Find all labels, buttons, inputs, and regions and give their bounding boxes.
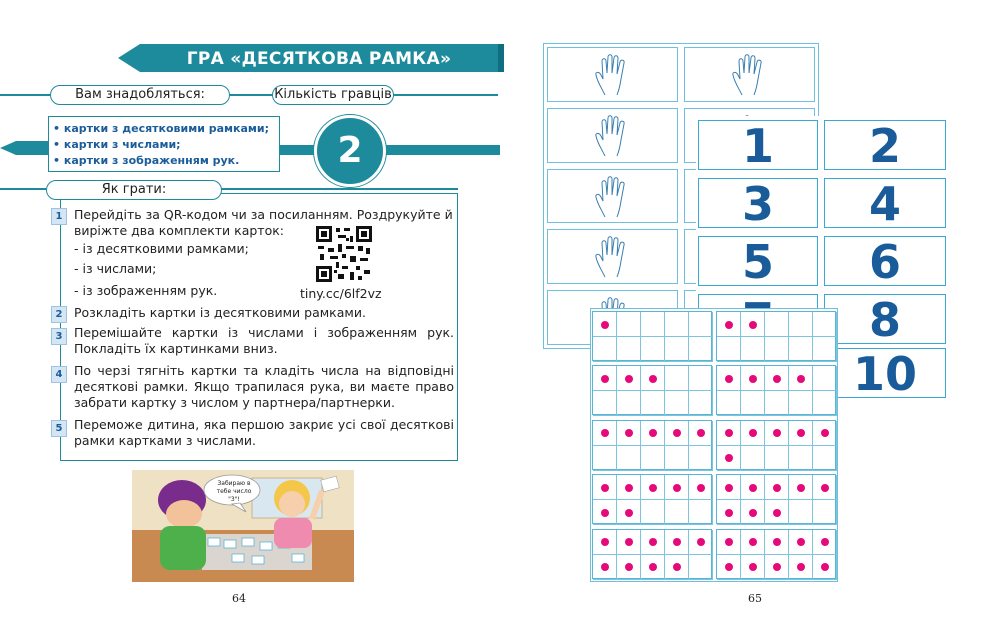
frame-cell [689,500,713,525]
frame-cell [813,555,837,580]
frame-cell [641,337,665,362]
ten-frame [716,474,836,524]
frame-cell [593,421,617,446]
material-item: • картки з числами; [53,138,181,151]
counter-dot [773,509,781,517]
frame-cell [789,555,813,580]
frame-cell [765,555,789,580]
step-text: Переможе дитина, яка першою закриє усі свої десяткові рамки картками з числами. [74,417,454,448]
frame-cell [665,391,689,416]
counter-dot [601,538,609,546]
frame-cell [741,555,765,580]
frame-cell [813,475,837,500]
frame-cell [765,421,789,446]
ten-frame-sheet [590,308,838,582]
frame-cell [617,530,641,555]
hand-card [547,108,678,163]
frame-cell [665,555,689,580]
frame-cell [741,475,765,500]
frame-cell [641,555,665,580]
frame-cell [765,475,789,500]
frame-cell [665,500,689,525]
frame-cell [593,446,617,471]
divider-line [0,188,46,190]
ten-frame [716,311,836,361]
frame-cell [593,475,617,500]
counter-dot [725,429,733,437]
frame-cell [765,530,789,555]
counter-dot [673,484,681,492]
hand-card [684,47,815,102]
frame-cell [617,312,641,337]
frame-cell [765,446,789,471]
divider-line [392,94,498,96]
frame-cell [765,337,789,362]
ten-frame [716,365,836,415]
counter-dot [821,563,829,571]
frame-cell [741,421,765,446]
counter-dot [797,484,805,492]
frame-cell [717,446,741,471]
counter-dot [773,563,781,571]
frame-cell [765,366,789,391]
frame-cell [717,530,741,555]
children-illustration [132,470,354,582]
hand-icon [593,235,633,283]
number-card: 4 [824,178,946,228]
frame-cell [593,500,617,525]
frame-cell [765,312,789,337]
counter-dot [649,538,657,546]
frame-cell [789,366,813,391]
counter-dot [749,321,757,329]
frame-cell [741,391,765,416]
step-text: Розкладіть картки із десятковими рамками. [74,305,366,320]
frame-cell [665,366,689,391]
number-card: 1 [698,120,818,170]
howto-label: Як грати: [46,180,222,200]
counter-dot [749,484,757,492]
counter-dot [725,563,733,571]
frame-cell [665,530,689,555]
step-text: Перемішайте картки із числами і зображенням рук. Покладіть їх картинками вниз. [74,325,454,356]
frame-cell [689,446,713,471]
frame-cell [665,337,689,362]
number-card: 6 [824,236,946,286]
frame-cell [641,391,665,416]
ten-frame [716,529,836,579]
frame-cell [641,421,665,446]
frame-cell [617,555,641,580]
page-number: 65 [748,592,762,605]
frame-cell [689,366,713,391]
frame-cell [617,391,641,416]
qr-code[interactable] [316,226,372,282]
counter-dot [773,375,781,383]
counter-dot [625,563,633,571]
counter-dot [625,429,633,437]
frame-cell [689,391,713,416]
material-item: • картки з зображенням рук. [53,154,240,167]
frame-cell [617,421,641,446]
counter-dot [773,538,781,546]
hand-card [547,47,678,102]
ten-frame [592,365,712,415]
frame-cell [689,530,713,555]
counter-dot [821,429,829,437]
divider-line [228,94,274,96]
counter-dot [773,429,781,437]
frame-cell [593,391,617,416]
frame-cell [617,475,641,500]
divider-line [220,188,458,190]
frame-cell [741,530,765,555]
counter-dot [821,538,829,546]
frame-cell [741,337,765,362]
counter-dot [673,429,681,437]
frame-cell [717,366,741,391]
counter-dot [649,484,657,492]
frame-cell [665,312,689,337]
frame-cell [813,391,837,416]
step-number: 3 [51,328,67,345]
frame-cell [665,446,689,471]
frame-cell [641,500,665,525]
counter-dot [725,321,733,329]
counter-dot [673,563,681,571]
counter-dot [749,375,757,383]
counter-dot [625,375,633,383]
sublist-item: - із зображенням рук. [74,283,218,298]
frame-cell [717,312,741,337]
page-title: ГРА «ДЕСЯТКОВА РАМКА» [186,49,452,69]
qr-link[interactable]: tiny.cc/6lf2vz [300,286,382,301]
frame-cell [689,555,713,580]
ten-frame [592,474,712,524]
step-text: Перейдіть за QR-кодом чи за посиланням. Роздрукуйте й виріжте два комплекти карток: [74,207,453,238]
counter-dot [601,563,609,571]
counter-dot [773,484,781,492]
frame-cell [789,500,813,525]
frame-cell [789,312,813,337]
counter-dot [649,375,657,383]
frame-cell [593,312,617,337]
players-count-badge: 2 [314,115,386,187]
number-card: 3 [698,178,818,228]
frame-cell [741,312,765,337]
frame-cell [789,421,813,446]
frame-cell [789,475,813,500]
counter-dot [797,563,805,571]
frame-cell [717,337,741,362]
frame-cell [813,366,837,391]
frame-cell [741,446,765,471]
frame-cell [813,500,837,525]
frame-cell [689,337,713,362]
frame-cell [813,446,837,471]
counter-dot [625,509,633,517]
frame-cell [593,530,617,555]
counter-dot [749,429,757,437]
frame-cell [789,530,813,555]
counter-dot [601,509,609,517]
number-card: 8 [824,294,946,344]
frame-cell [789,391,813,416]
material-item: • картки з десятковими рамками; [53,122,270,135]
ten-frame [592,311,712,361]
counter-dot [601,321,609,329]
counter-dot [673,538,681,546]
frame-cell [741,366,765,391]
frame-cell [813,337,837,362]
frame-cell [689,421,713,446]
frame-cell [689,475,713,500]
frame-cell [765,500,789,525]
counter-dot [697,484,705,492]
number-card: 2 [824,120,946,170]
hand-card [547,229,678,284]
frame-cell [641,530,665,555]
step-number: 5 [51,420,67,437]
counter-dot [725,375,733,383]
materials-list [48,116,280,172]
frame-cell [813,421,837,446]
frame-cell [641,475,665,500]
sublist-item: - із десятковими рамками; [74,241,249,256]
frame-cell [641,366,665,391]
players-label: Кількість гравців [272,85,394,105]
frame-cell [717,391,741,416]
counter-dot [725,538,733,546]
frame-cell [789,337,813,362]
need-label: Вам знадобляться: [50,85,230,105]
counter-dot [725,454,733,462]
frame-cell [593,555,617,580]
hand-icon [593,53,633,101]
frame-cell [617,446,641,471]
ten-frame [592,420,712,470]
counter-dot [625,484,633,492]
hand-icon [593,114,633,162]
counter-dot [601,429,609,437]
divider-line [0,94,52,96]
page-number: 64 [232,592,246,605]
frame-cell [593,337,617,362]
counter-dot [749,538,757,546]
speech-bubble-text: Забираю в тебе число "3"! [216,480,252,503]
frame-cell [717,555,741,580]
hand-icon [593,175,633,223]
frame-cell [665,421,689,446]
frame-cell [617,366,641,391]
counter-dot [601,484,609,492]
frame-cell [689,312,713,337]
frame-cell [813,312,837,337]
frame-cell [717,475,741,500]
counter-dot [749,509,757,517]
counter-dot [749,563,757,571]
frame-cell [641,312,665,337]
frame-cell [617,500,641,525]
counter-dot [625,538,633,546]
ten-frame [716,420,836,470]
counter-dot [649,563,657,571]
counter-dot [697,538,705,546]
step-number: 4 [51,366,67,383]
counter-dot [725,509,733,517]
counter-dot [725,484,733,492]
frame-cell [765,391,789,416]
counter-dot [697,429,705,437]
title-banner-tip [498,44,504,72]
frame-cell [665,475,689,500]
hand-card [547,169,678,224]
divider-bar [280,145,500,155]
sublist-item: - із числами; [74,261,157,276]
hand-icon [730,53,770,101]
counter-dot [797,538,805,546]
frame-cell [593,366,617,391]
frame-cell [717,421,741,446]
counter-dot [821,484,829,492]
frame-cell [741,500,765,525]
arrow-decoration [0,141,48,155]
counter-dot [649,429,657,437]
frame-cell [641,446,665,471]
frame-cell [617,337,641,362]
frame-cell [717,500,741,525]
ten-frame [592,529,712,579]
step-number: 2 [51,306,67,323]
counter-dot [601,375,609,383]
step-text: По черзі тягніть картки та кладіть числа на відповідні десяткові рамки. Якщо трапилася рука, ви маєте право забрати картку з числом у партнера/партнерки. [74,363,454,410]
number-card: 10 [824,348,946,398]
counter-dot [797,375,805,383]
frame-cell [813,530,837,555]
frame-cell [789,446,813,471]
number-card: 5 [698,236,818,286]
step-number: 1 [51,208,67,225]
counter-dot [797,429,805,437]
